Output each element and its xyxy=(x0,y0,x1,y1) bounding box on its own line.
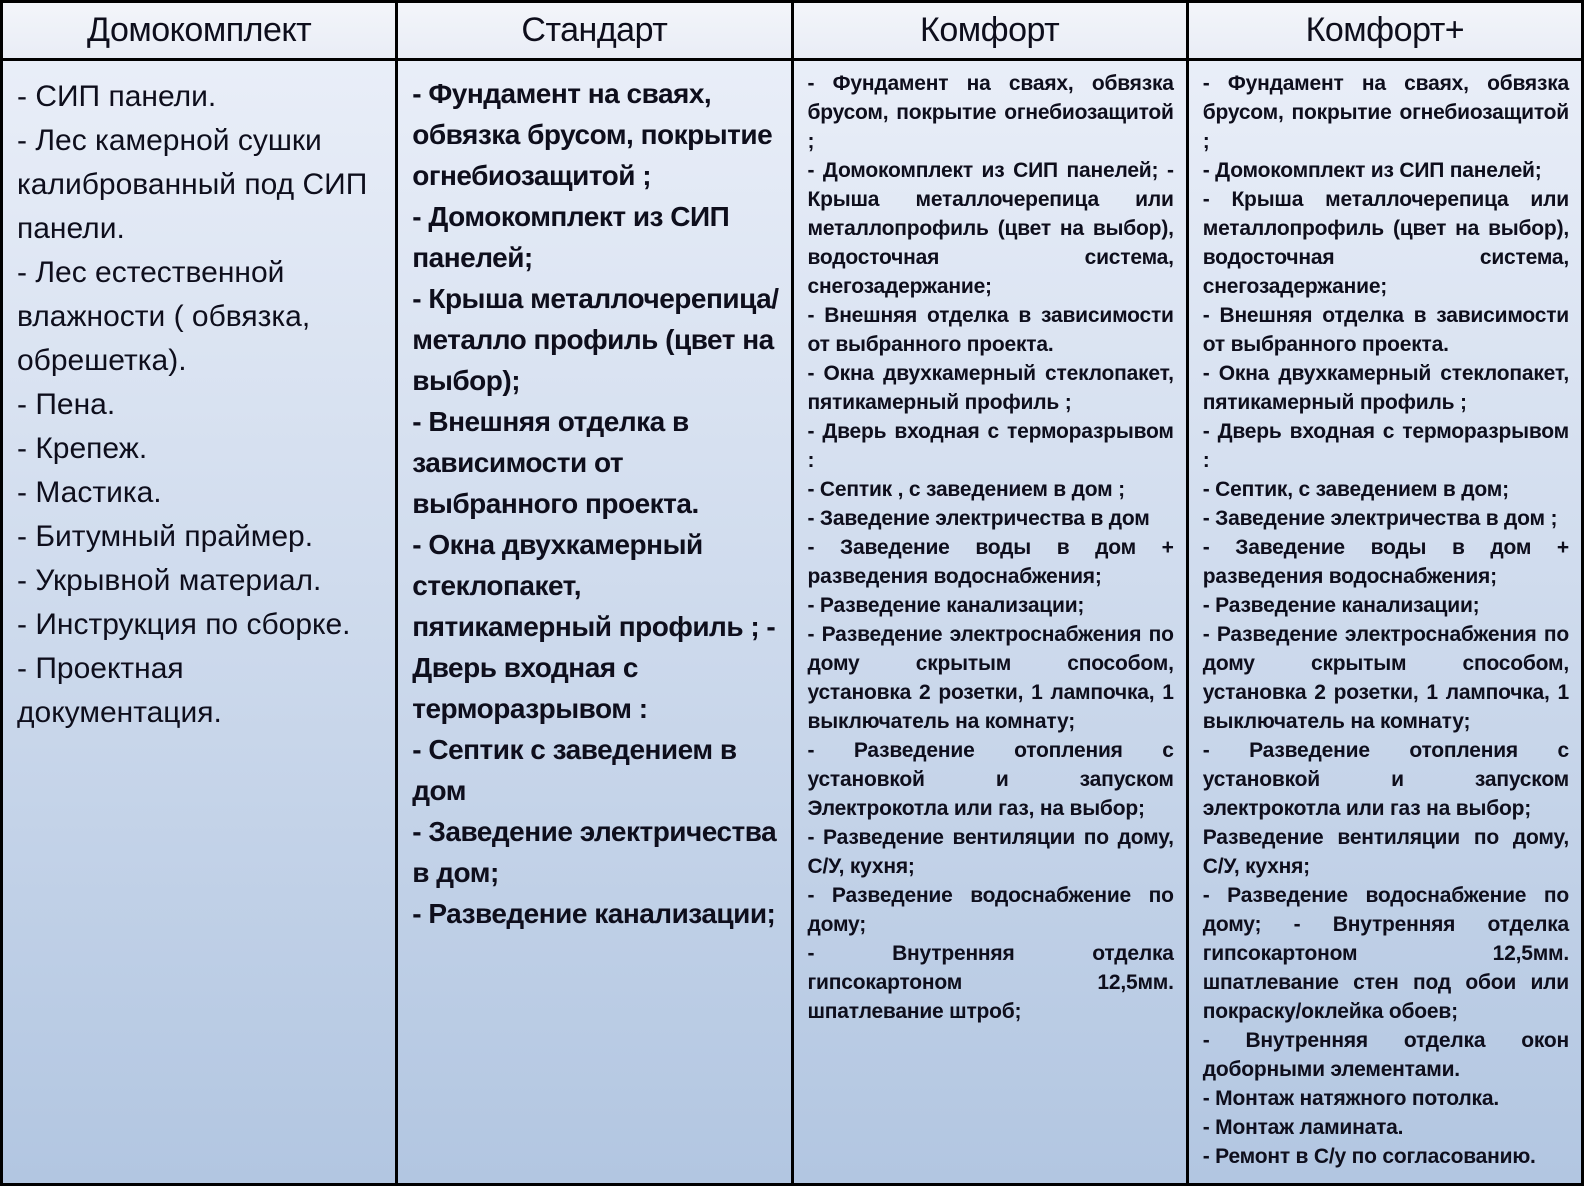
package-item: - Разведение канализации; xyxy=(412,898,776,929)
package-item: - Разведение канализации; xyxy=(1202,594,1480,617)
package-item: - Окна двухкамерный стеклопакет, пятикамерный профиль ; - Дверь входная с терморазрывом : xyxy=(412,529,776,724)
package-item: - Окна двухкамерный стеклопакет, пятикамерный профиль ; xyxy=(807,362,1174,414)
package-item: - Пена. xyxy=(17,388,116,421)
package-item: - Разведение канализации; xyxy=(807,594,1085,617)
package-cell-komfort xyxy=(794,61,1186,1183)
package-item: - Заведение воды в дом + разведения водоснабжения; xyxy=(807,536,1174,588)
package-item: - Мастика. xyxy=(17,476,162,509)
package-item: - Внешняя отделка в зависимости от выбранного проекта. xyxy=(807,304,1174,356)
package-item: - Окна двухкамерный стеклопакет, пятикамерный профиль ; xyxy=(1202,362,1569,414)
package-item: - Септик, с заведением в дом; xyxy=(1202,478,1509,501)
package-item: - Фундамент на сваях, обвязка брусом, покрытие огнебиозащитой ; xyxy=(412,78,773,191)
column-header-komfort-plus: Комфорт+ xyxy=(1189,3,1581,58)
package-cell-standart xyxy=(398,61,790,1183)
package-item: - Монтаж ламината. xyxy=(1202,1116,1404,1139)
package-item: - Дверь входная с терморазрывом : xyxy=(1202,420,1569,472)
package-item: - Заведение воды в дом + разведения водоснабжения; xyxy=(1202,536,1569,588)
package-item: - Лес камерной сушки калиброванный под СИП панели. xyxy=(17,124,368,245)
package-item: - Инструкция по сборке. xyxy=(17,608,351,641)
package-item: - Дверь входная с терморазрывом : xyxy=(807,420,1174,472)
package-item: - Разведение вентиляции по дому, С/У, кухня; xyxy=(807,826,1174,878)
package-item: - Внутренняя отделка гипсокартоном 12,5мм. шпатлевание штроб; xyxy=(807,942,1174,1023)
package-item: - Разведение электроснабжения по дому скрытым способом, установка 2 розетки, 1 лампочка, 1 выключатель на комнату; xyxy=(807,623,1174,733)
package-item: - Монтаж натяжного потолка. xyxy=(1202,1087,1499,1110)
package-item: - Крепеж. xyxy=(17,432,148,465)
package-item: - Фундамент на сваях, обвязка брусом, покрытие огнебиозащитой ; xyxy=(1202,72,1569,153)
package-item: - Домокомплект из СИП панелей; xyxy=(412,201,730,273)
package-item: - Разведение отопления с установкой и запуском Электрокотла или газ, на выбор; xyxy=(807,739,1174,820)
package-item: - Битумный праймер. xyxy=(17,520,314,553)
package-item: - Заведение электричества в дом ; xyxy=(1202,507,1558,530)
package-item: - Крыша металлочерепица/металло профиль (цвет на выбор); xyxy=(412,283,779,396)
package-item: - Домокомплект из СИП панелей; xyxy=(1202,159,1542,182)
package-item: - Внешняя отделка в зависимости от выбранного проекта. xyxy=(1202,304,1569,356)
column-header-standart: Стандарт xyxy=(398,3,790,58)
package-item: - Заведение электричества в дом; xyxy=(412,816,777,888)
package-item: - Внешняя отделка в зависимости от выбранного проекта. xyxy=(412,406,699,519)
package-item: - Заведение электричества в дом xyxy=(807,507,1150,530)
package-item: - Внутренняя отделка окон доборными элементами. xyxy=(1202,1029,1569,1081)
package-item: Разведение вентиляции по дому, С/У, кухня; xyxy=(1202,826,1569,878)
package-cell-komfort-plus xyxy=(1189,61,1581,1183)
package-item: - Разведение водоснабжение по дому; - Внутренняя отделка гипсокартоном 12,5мм. шпатлевание стен под обои или покраску/оклейка обоев; xyxy=(1202,884,1569,1023)
package-item: - Ремонт в С/у по согласованию. xyxy=(1202,1145,1536,1168)
package-item: - Крыша металлочерепица или металлопрофиль (цвет на выбор), водосточная система, снегозадержание; xyxy=(1202,188,1569,298)
package-item: - Разведение электроснабжения по дому скрытым способом, установка 2 розетки, 1 лампочка, 1 выключатель на комнату; xyxy=(1202,623,1569,733)
package-item: - Разведение водоснабжение по дому; xyxy=(807,884,1174,936)
column-header-komfort: Комфорт xyxy=(794,3,1186,58)
package-item: - СИП панели. xyxy=(17,80,217,113)
package-item: - Лес естественной влажности ( обвязка, обрешетка). xyxy=(17,256,311,377)
package-item: - Фундамент на сваях, обвязка брусом, покрытие огнебиозащитой ; xyxy=(807,72,1174,153)
package-item: - Разведение отопления с установкой и запуском электрокотла или газ на выбор; xyxy=(1202,739,1569,820)
package-cell-domokomplekt xyxy=(3,61,395,1183)
package-item: - Проектная документация. xyxy=(17,652,222,729)
package-item: - Домокомплект из СИП панелей; - Крыша металлочерепица или металлопрофиль (цвет на выбор), водосточная система, снегозадержание; xyxy=(807,159,1174,298)
package-item: - Септик , с заведением в дом ; xyxy=(807,478,1125,501)
package-item: - Укрывной материал. xyxy=(17,564,322,597)
column-header-domokomplekt: Домокомплект xyxy=(3,3,395,58)
package-item: - Септик с заведением в дом xyxy=(412,734,737,806)
